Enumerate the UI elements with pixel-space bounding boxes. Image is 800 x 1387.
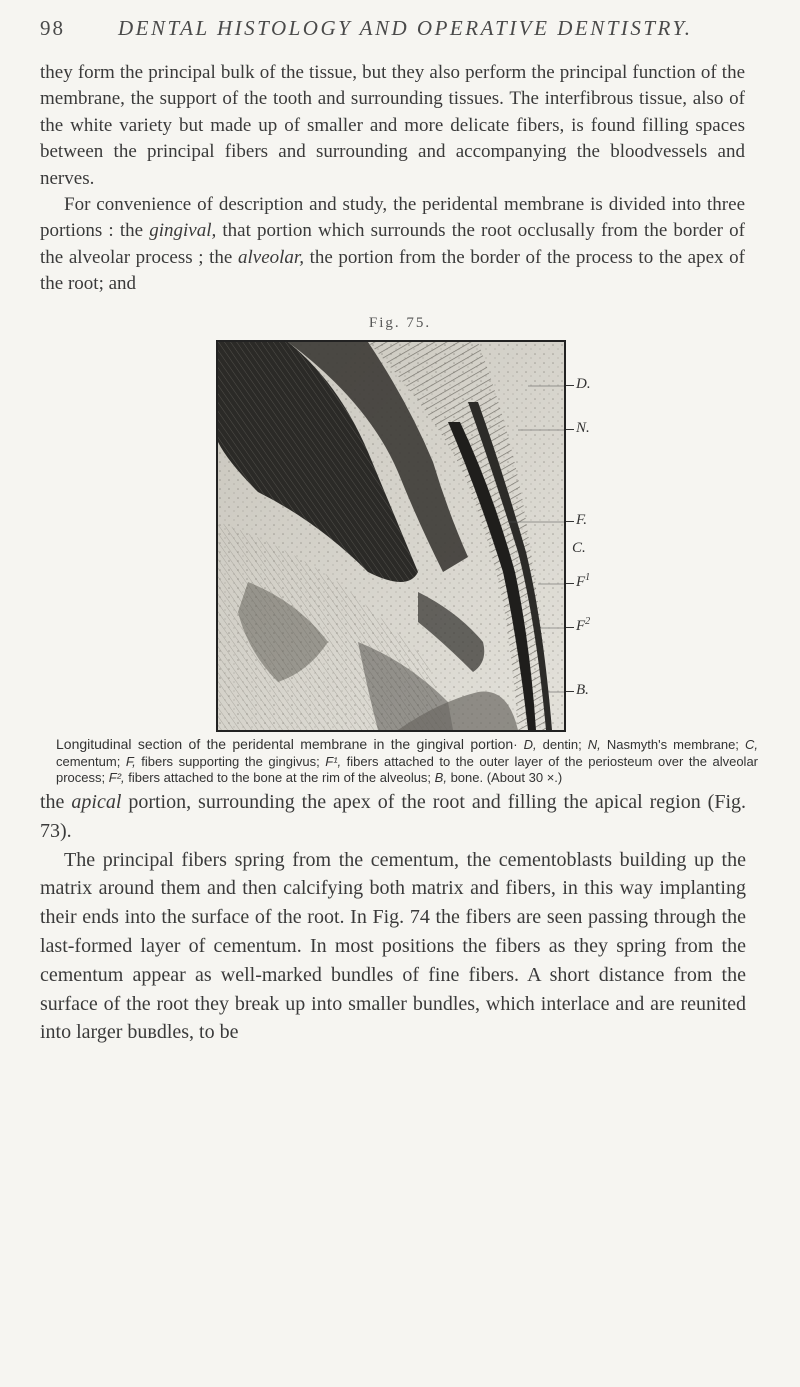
running-title: DENTAL HISTOLOGY AND OPERATIVE DENTISTRY.	[118, 16, 693, 40]
body-text-bottom	[40, 788, 746, 1047]
figure-label: Fig. 75.	[368, 315, 432, 331]
figure-markers: D. N. F. C. $F^1$ $F^2$ B.	[566, 340, 646, 732]
page-number: 98	[40, 16, 65, 40]
caption-lead: Longitudinal section of the peridental membrane in the gingival portion	[56, 736, 514, 752]
text-run: the portion from the border of the process to the apex of the root; and	[40, 246, 745, 295]
paragraph	[40, 192, 745, 298]
marker-fibers-1: $F^1$	[566, 582, 574, 584]
marker-fibers: F.	[566, 520, 574, 522]
text-run: that portion which surrounds the root occlusally from the border of the alveolar process ; the	[40, 220, 745, 268]
text-run: For convenience of description and study, the peridental membrane is divided into three portions : the	[40, 194, 745, 242]
term-gingival: gingival,	[149, 220, 217, 242]
marker-fibers-2: $F^2$	[566, 626, 574, 628]
histology-micrograph	[216, 340, 566, 732]
marker-nasmyth: N.	[566, 428, 574, 430]
paragraph: they form the principal bulk of the tissue, but they also perform the principal function of the membrane, the support of the tooth and surrounding tissues. The interfibrous tissue, also of the white variety but made up of smaller and more delicate fibers, is found filling spaces between the principal fibers and surrounding and accompanying the bloodvessels and nerves.	[40, 62, 745, 189]
term-alveolar: alveolar,	[238, 246, 304, 268]
paragraph: the apical portion, surrounding the apex of the root and filling the apical region (Fig. 73).	[40, 791, 747, 842]
figure-caption: Longitudinal section of the peridental membrane in the gingival portion· D, dentin; N, Nasmyth's membrane; C, cementum; F, fibers supporting the gingivus; F¹, fibers attached to the outer layer of the periosteum over the alveolar process; F², fibers attached to the bone at the rim of the alveolus; B, bone. (About 30 ×.)	[56, 736, 759, 785]
marker-dentin: D.	[566, 384, 574, 386]
running-head	[40, 16, 760, 46]
paragraph: The principal fibers spring from the cementum, the cementoblasts building up the matrix around them and then calcifying both matrix and fibers, in this way implanting their ends into the surface of the root. In Fig. 74 the fibers are seen passing through the last-formed layer of cementum. In most positions the fibers as they spring from the cementum appear as well-marked bundles of fine fibers. A short distance from the surface of the root they break up into smaller bundles, which interlace and are reunited into larger buвdles, to be	[40, 848, 746, 1044]
body-text-top	[40, 60, 745, 298]
term-apical: apical	[71, 791, 122, 813]
marker-bone: B.	[566, 690, 574, 692]
